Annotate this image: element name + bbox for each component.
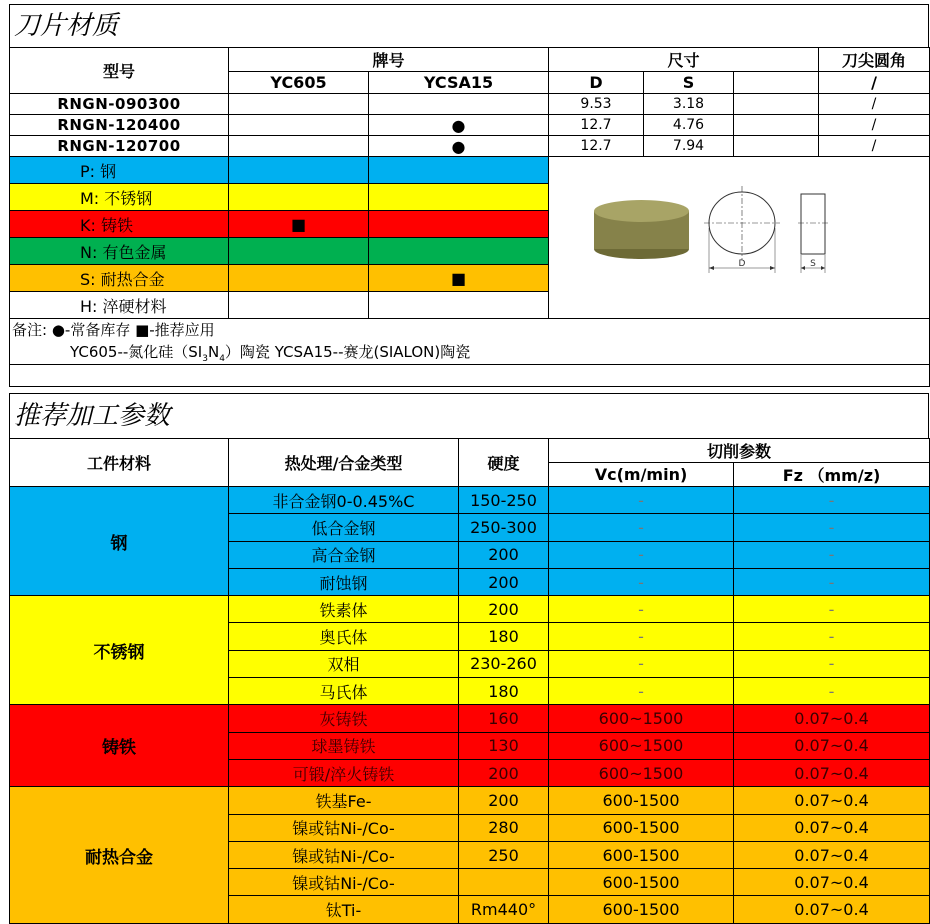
dim-s-cell: 3.18 [644,94,734,115]
table-row [10,596,930,623]
fz-cell: - [734,568,930,595]
tip-cell: / [819,115,930,136]
material-mark [369,157,549,184]
header-cutting-params: 切削参数 [549,439,930,463]
material-mark [229,292,369,319]
hardness-cell: 160 [459,705,549,732]
dim-s-cell: 7.94 [644,136,734,157]
hardness-cell: Rm440° [459,896,549,923]
material-label: S: 耐热合金 [10,265,229,292]
header-brand: 牌号 [229,48,549,72]
material-row [10,157,930,184]
header-vc: Vc(m/min) [549,463,734,487]
hardness-cell: 180 [459,623,549,650]
heat-type-cell: 钛Ti- [229,896,459,923]
fz-cell: - [734,623,930,650]
header-dim-s: S [644,72,734,94]
hardness-cell: 200 [459,787,549,814]
material-mark [369,238,549,265]
blank-cell [734,94,819,115]
note-legend: 备注: ●-常备库存 ■-推荐应用 [10,319,930,341]
header-size: 尺寸 [549,48,819,72]
blank-row [10,364,930,386]
heat-type-cell: 高合金钢 [229,541,459,568]
fz-cell: - [734,650,930,677]
section-title-recommended-params: 推荐加工参数 [9,393,929,439]
hardness-cell [459,869,549,896]
vc-cell: - [549,514,734,541]
hardness-cell: 130 [459,732,549,759]
heat-type-cell: 奥氏体 [229,623,459,650]
material-mark [369,184,549,211]
hardness-cell: 250 [459,841,549,868]
dim-d-label: D [738,258,746,269]
table-row [10,94,930,115]
hardness-cell: 150-250 [459,487,549,514]
header-fz: Fz （mm/z) [734,463,930,487]
model-cell: RNGN-090300 [10,94,229,115]
header-model: 型号 [10,48,229,94]
grade-cell [229,115,369,136]
tip-cell: / [819,136,930,157]
material-mark: ■ [229,211,369,238]
vc-cell: - [549,596,734,623]
hardness-cell: 280 [459,814,549,841]
fz-cell: 0.07~0.4 [734,814,930,841]
dim-s-label: S [810,258,816,269]
vc-cell: 600-1500 [549,869,734,896]
material-mark [229,184,369,211]
heat-type-cell: 铁素体 [229,596,459,623]
heat-type-cell: 可锻/淬火铸铁 [229,759,459,786]
fz-cell: - [734,541,930,568]
material-mark [229,157,369,184]
fz-cell: - [734,678,930,705]
hardness-cell: 200 [459,759,549,786]
header-workpiece-material: 工件材料 [10,439,229,487]
insert-cylinder [594,200,689,259]
material-mark [369,211,549,238]
hardness-cell: 250-300 [459,514,549,541]
fz-cell: 0.07~0.4 [734,732,930,759]
fz-cell: 0.07~0.4 [734,705,930,732]
material-label: H: 淬硬材料 [10,292,229,319]
hardness-cell: 200 [459,568,549,595]
vc-cell: 600~1500 [549,759,734,786]
heat-type-cell: 镍或钴Ni-/Co- [229,869,459,896]
dim-d-cell: 12.7 [549,136,644,157]
material-mark [229,265,369,292]
vc-cell: - [549,541,734,568]
insert-drawing [554,158,924,318]
fz-cell: 0.07~0.4 [734,841,930,868]
header-heat-treatment: 热处理/合金类型 [229,439,459,487]
vc-cell: 600~1500 [549,732,734,759]
header-grade-ycsa15: YCSA15 [369,72,549,94]
table-row [10,487,930,514]
heat-type-cell: 镍或钴Ni-/Co- [229,814,459,841]
header-tip-slash: / [819,72,930,94]
vc-cell: - [549,568,734,595]
blank-cell [734,115,819,136]
header-dim-blank [734,72,819,94]
grade-cell [229,136,369,157]
heat-type-cell: 耐蚀钢 [229,568,459,595]
dim-d-cell: 9.53 [549,94,644,115]
vc-cell: - [549,487,734,514]
model-cell: RNGN-120400 [10,115,229,136]
machining-params-table [9,438,930,924]
fz-cell: - [734,514,930,541]
grade-cell [369,94,549,115]
material-group-cell: 铸铁 [10,705,229,787]
blank-cell [734,136,819,157]
table-row [10,705,930,732]
material-label: N: 有色金属 [10,238,229,265]
header-dim-d: D [549,72,644,94]
grade-cell: ● [369,115,549,136]
header-hardness: 硬度 [459,439,549,487]
material-group-cell: 钢 [10,487,229,596]
vc-cell: - [549,650,734,677]
header-tip-radius: 刀尖圆角 [819,48,930,72]
section-title-insert-material: 刀片材质 [9,4,929,48]
header-grade-yc605: YC605 [229,72,369,94]
grade-cell [229,94,369,115]
insert-drawing-cell [549,157,930,319]
hardness-cell: 180 [459,678,549,705]
vc-cell: - [549,678,734,705]
heat-type-cell: 球墨铸铁 [229,732,459,759]
fz-cell: 0.07~0.4 [734,759,930,786]
heat-type-cell: 双相 [229,650,459,677]
material-label: P: 钢 [10,157,229,184]
vc-cell: 600-1500 [549,787,734,814]
table-row [10,787,930,814]
heat-type-cell: 铁基Fe- [229,787,459,814]
grade-cell: ● [369,136,549,157]
model-cell: RNGN-120700 [10,136,229,157]
hardness-cell: 200 [459,541,549,568]
insert-material-table [9,47,930,387]
heat-type-cell: 灰铸铁 [229,705,459,732]
heat-type-cell: 镍或钴Ni-/Co- [229,841,459,868]
material-label: K: 铸铁 [10,211,229,238]
hardness-cell: 200 [459,596,549,623]
material-mark [229,238,369,265]
heat-type-cell: 马氏体 [229,678,459,705]
material-mark [369,292,549,319]
vc-cell: 600~1500 [549,705,734,732]
material-label: M: 不锈钢 [10,184,229,211]
heat-type-cell: 非合金钢0-0.45%C [229,487,459,514]
material-group-cell: 不锈钢 [10,596,229,705]
dim-d-cell: 12.7 [549,115,644,136]
hardness-cell: 230-260 [459,650,549,677]
fz-cell: 0.07~0.4 [734,869,930,896]
vc-cell: 600-1500 [549,841,734,868]
vc-cell: - [549,623,734,650]
heat-type-cell: 低合金钢 [229,514,459,541]
table-row [10,115,930,136]
fz-cell: 0.07~0.4 [734,787,930,814]
material-mark: ■ [369,265,549,292]
dim-s-cell: 4.76 [644,115,734,136]
fz-cell: 0.07~0.4 [734,896,930,923]
vc-cell: 600-1500 [549,896,734,923]
table-row [10,136,930,157]
tip-cell: / [819,94,930,115]
note-grades: YC605--氮化硅$(SI_3N_4)$陶瓷 YCSA15--赛龙(SIALON)陶瓷 [10,341,930,365]
fz-cell: - [734,596,930,623]
params-body [10,487,930,924]
fz-cell: - [734,487,930,514]
material-group-cell: 耐热合金 [10,787,229,923]
vc-cell: 600-1500 [549,814,734,841]
